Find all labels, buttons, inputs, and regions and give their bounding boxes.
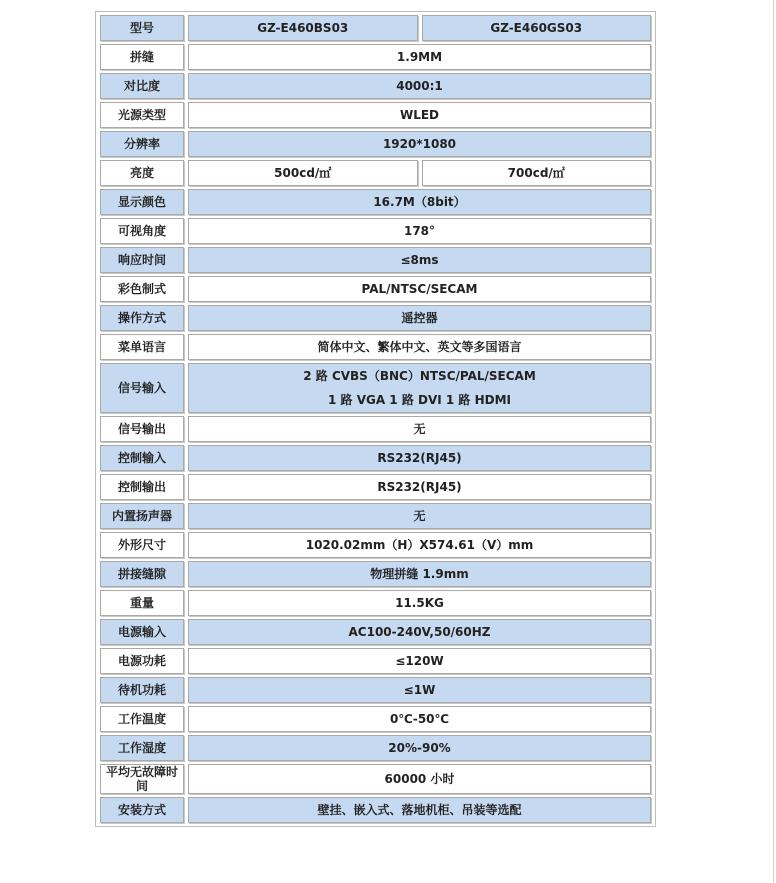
row-value: 500cd/㎡ [188, 160, 418, 186]
row-value: 0℃-50℃ [188, 706, 651, 732]
table-row [100, 677, 651, 703]
row-value: 16.7M（8bit） [188, 189, 651, 215]
table-row [100, 706, 651, 732]
row-label: 拼接缝隙 [100, 561, 184, 587]
row-value: GZ-E460GS03 [422, 15, 652, 41]
row-label: 外形尺寸 [100, 532, 184, 558]
row-value-line: 2 路 CVBS（BNC）NTSC/PAL/SECAM [303, 369, 536, 383]
row-label: 分辨率 [100, 131, 184, 157]
table-row [100, 416, 651, 442]
table-row [100, 619, 651, 645]
row-value: ≤120W [188, 648, 651, 674]
table-row [100, 189, 651, 215]
row-value: 178° [188, 218, 651, 244]
row-value: RS232(RJ45) [188, 474, 651, 500]
row-label: 对比度 [100, 73, 184, 99]
row-value: 壁挂、嵌入式、落地机柜、吊装等选配 [188, 797, 651, 823]
row-label: 响应时间 [100, 247, 184, 273]
row-label: 型号 [100, 15, 184, 41]
row-label: 待机功耗 [100, 677, 184, 703]
row-label: 控制输出 [100, 474, 184, 500]
row-label: 可视角度 [100, 218, 184, 244]
row-label: 显示颜色 [100, 189, 184, 215]
row-label: 平均无故障时间 [100, 764, 184, 794]
table-row [100, 334, 651, 360]
row-value: PAL/NTSC/SECAM [188, 276, 651, 302]
row-label: 操作方式 [100, 305, 184, 331]
table-row [100, 561, 651, 587]
page-edge-line [773, 0, 774, 883]
table-row [100, 532, 651, 558]
row-value: GZ-E460BS03 [188, 15, 418, 41]
row-value: ≤1W [188, 677, 651, 703]
row-value: WLED [188, 102, 651, 128]
table-row [100, 276, 651, 302]
table-row [100, 590, 651, 616]
row-label: 信号输入 [100, 363, 184, 413]
row-value: 遥控器 [188, 305, 651, 331]
table-row [100, 160, 651, 186]
table-row [100, 363, 651, 413]
row-value-multiline [188, 363, 651, 413]
row-value: ≤8ms [188, 247, 651, 273]
row-value: 700cd/㎡ [422, 160, 652, 186]
row-value: 无 [188, 416, 651, 442]
table-row [100, 445, 651, 471]
row-value: 11.5KG [188, 590, 651, 616]
row-value: AC100-240V,50/60HZ [188, 619, 651, 645]
row-label: 光源类型 [100, 102, 184, 128]
table-row [100, 102, 651, 128]
table-row [100, 735, 651, 761]
row-label: 信号输出 [100, 416, 184, 442]
table-row [100, 474, 651, 500]
table-row [100, 247, 651, 273]
row-label: 安装方式 [100, 797, 184, 823]
row-label: 工作湿度 [100, 735, 184, 761]
row-value: 1920*1080 [188, 131, 651, 157]
row-label: 重量 [100, 590, 184, 616]
row-value: 物理拼缝 1.9mm [188, 561, 651, 587]
table-row [100, 73, 651, 99]
row-value: 60000 小时 [188, 764, 651, 794]
table-row [100, 305, 651, 331]
table-row [100, 15, 651, 41]
row-value: 1.9MM [188, 44, 651, 70]
row-value: RS232(RJ45) [188, 445, 651, 471]
table-row [100, 218, 651, 244]
row-value: 1020.02mm（H）X574.61（V）mm [188, 532, 651, 558]
table-row [100, 648, 651, 674]
row-label: 工作温度 [100, 706, 184, 732]
row-label: 亮度 [100, 160, 184, 186]
row-label: 拼缝 [100, 44, 184, 70]
table-row [100, 503, 651, 529]
table-row [100, 131, 651, 157]
spec-table [95, 11, 656, 827]
row-label: 彩色制式 [100, 276, 184, 302]
row-label: 电源输入 [100, 619, 184, 645]
table-row [100, 797, 651, 823]
row-label: 控制输入 [100, 445, 184, 471]
row-value-line: 1 路 VGA 1 路 DVI 1 路 HDMI [327, 393, 512, 407]
table-row [100, 764, 651, 794]
row-label: 电源功耗 [100, 648, 184, 674]
row-value: 简体中文、繁体中文、英文等多国语言 [188, 334, 651, 360]
row-value: 无 [188, 503, 651, 529]
row-label: 菜单语言 [100, 334, 184, 360]
row-value: 20%-90% [188, 735, 651, 761]
table-row [100, 44, 651, 70]
row-label: 内置扬声器 [100, 503, 184, 529]
row-value: 4000:1 [188, 73, 651, 99]
